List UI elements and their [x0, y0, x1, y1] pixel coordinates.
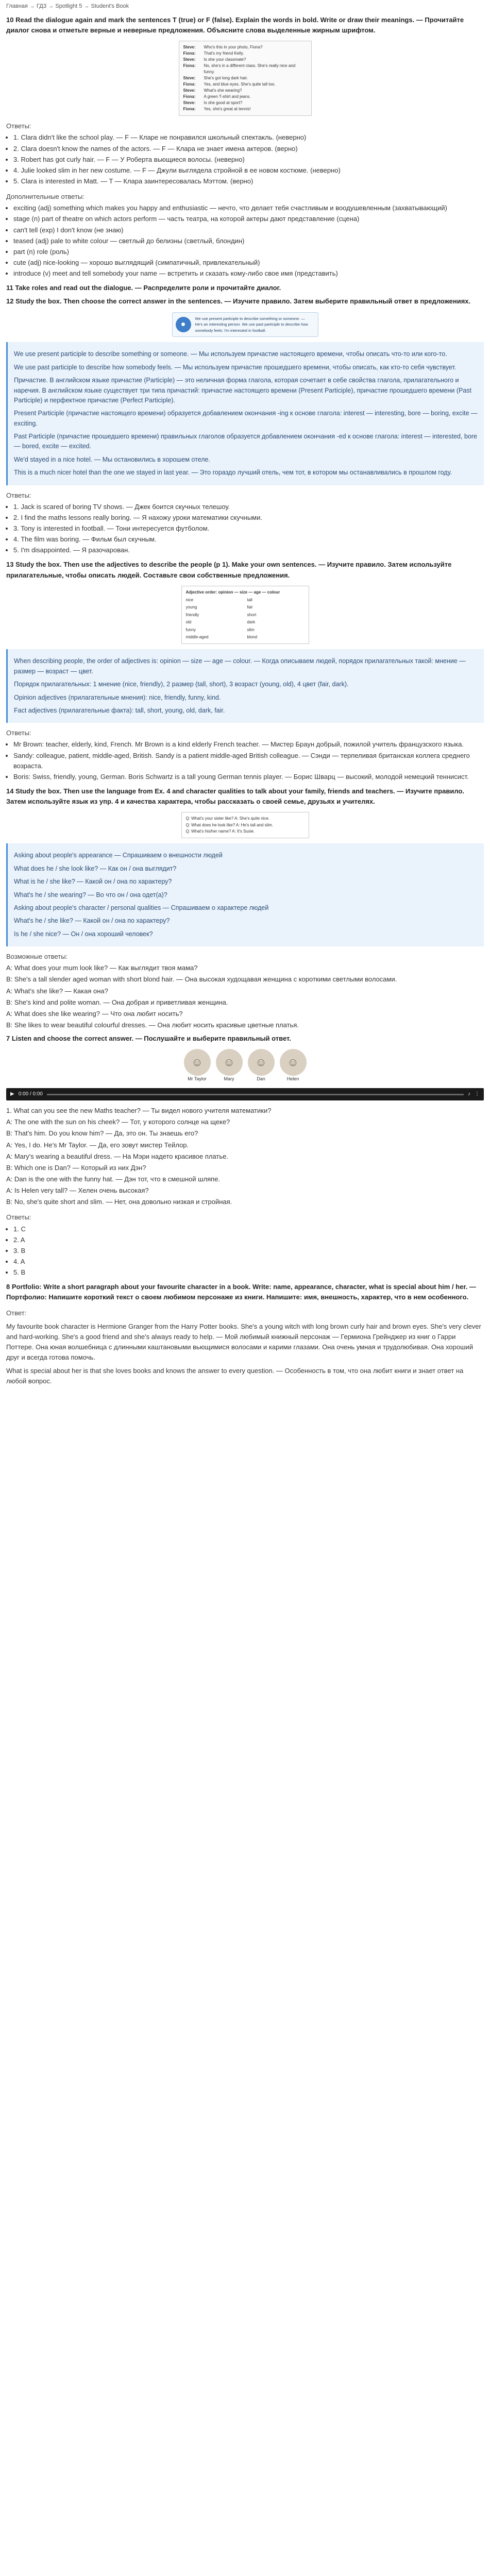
vocabulary-item: • cute (adj) nice-looking — хорошо выглядящий (симпатичный, привлекательный) [13, 258, 484, 268]
ex15-transcript [6, 1106, 484, 1207]
breadcrumb: Главная → ГДЗ → Spotlight 5 → Student's Book [6, 3, 129, 9]
owl-icon: ● [176, 317, 191, 332]
people-image [6, 1049, 484, 1083]
info-paragraph: Причастие. В английском языке причастие (Participle) — это неличная форма глагола, которая сочетает в себе свойства глагола, прилагательного и наречия. В английском языке существует три типа причастий: причастие настоящего времени (Present Participle), причастие прошедшего времени (Past Participle) и перфектное причастие (Perfect Participle). [14, 377, 472, 404]
dialogue-speaker: Fiona: [183, 82, 196, 87]
answer-item: • 3. B [13, 1246, 484, 1256]
dialogue-text: What's she wearing? [204, 88, 242, 93]
adjective-cell: funny [185, 627, 196, 632]
transcript-line: A: Dan is the one with the funny hat. — Дэн тот, что в смешной шляпе. [6, 1175, 221, 1183]
dialogue-line [183, 94, 307, 100]
info-paragraph: Is he / she nice? — Он / она хороший человек? [14, 930, 153, 938]
qa-box [181, 812, 309, 838]
answers-label: Ответы: [6, 1213, 31, 1222]
ex10-extra [6, 203, 484, 279]
info-paragraph: What's he / she wearing? — Во что он / она одет(а)? [14, 891, 167, 899]
answer-line: A: What does your mum look like? — Как выглядит твоя мама? [6, 964, 198, 972]
dialogue-line [183, 106, 307, 112]
answer-line: B: She's a tall slender aged woman with short blond hair. — Она высокая худощавая женщина с короткими светлыми волосами. [6, 975, 397, 984]
dialogue-text: That's my friend Kelly. [204, 51, 244, 56]
dialogue-speaker: Steve: [183, 57, 196, 62]
dialogue-line [183, 88, 307, 94]
answer-item: • 3. Tony is interested in football. — Тони интересуется футболом. [13, 523, 484, 534]
info-paragraph: What's he / she like? — Какой он / она по характеру? [14, 917, 170, 925]
adjective-cell: dark [247, 620, 256, 625]
info-paragraph: Fact adjectives (прилагательные факта): tall, short, young, old, dark, fair. [14, 706, 225, 714]
dialogue-line [183, 44, 307, 50]
adjective-cell: friendly [185, 612, 199, 617]
exercise-10-task: 10 Read the dialogue again and mark the sentences T (true) or F (false). Explain the words in bold. Write or draw their meanings. — Прочитайте диалог снова и отметьте верные и неверные предложения. Объясните слова выделенные жирным шрифтом. [6, 16, 464, 35]
dialogue-line [183, 63, 307, 75]
exercise-15-task: 7 Listen and choose the correct answer. — Послушайте и выберите правильный ответ. [6, 1035, 291, 1043]
qa-image [6, 812, 484, 838]
answer-item: • 2. I find the maths lessons really boring. — Я нахожу уроки математики скучными. [13, 513, 484, 523]
answers-label: Ответы: [6, 729, 31, 737]
answer-item: • 5. Clara is interested in Matt. — T — Клара заинтересовалась Мэттом. (верно) [13, 176, 484, 187]
person-name: Mr Taylor [188, 1076, 207, 1082]
exercise-12-task: 12 Study the box. Then choose the correct answer in the sentences. — Изучите правило. Затем выберите правильный ответ в предложениях. [6, 297, 471, 306]
vocabulary-item: • introduce (v) meet and tell somebody your name — встретить и сказать кому-либо свое имя (представить) [13, 268, 484, 279]
audio-time: 0:00 / 0:00 [18, 1091, 43, 1097]
answers-label: Возможные ответы: [6, 953, 68, 961]
transcript-line: A: Mary's wearing a beautiful dress. — На Мэри надето красивое платье. [6, 1152, 229, 1160]
vocabulary-item: • teased (adj) pale to white colour — светлый до белизны (светлый, блондин) [13, 236, 484, 246]
info-paragraph: When describing people, the order of adjectives is: opinion — size — age — colour. — Когда описываем людей, порядок прилагательных такой: мнение — размер — возраст — цвет. [14, 657, 466, 675]
audio-player[interactable] [6, 1088, 484, 1100]
ex15-answers [6, 1224, 484, 1278]
adjective-cell: tall [247, 598, 252, 603]
ex11-answers [6, 502, 484, 556]
transcript-line: A: The one with the sun on his cheek? — Тот, у которого солнце на щеке? [6, 1118, 230, 1126]
dialogue-speaker: Fiona: [183, 94, 196, 99]
person [280, 1049, 307, 1083]
answer-item: • 3. Robert has got curly hair. — F — У Роберта вьющиеся волосы. (неверно) [13, 155, 484, 165]
adjective-cell: fair [247, 605, 253, 610]
answer-line: A: What's she like? — Какая она? [6, 987, 108, 995]
qa-line: Q: What's his/her name? A: It's Susie. [185, 829, 255, 834]
person-avatar: ☺ [280, 1049, 307, 1076]
dialogue-speaker: Steve: [183, 45, 196, 50]
answer-item: • 5. I'm disappointed. — Я разочарован. [13, 545, 484, 555]
dialogue-text: Who's this in your photo, Fiona? [204, 45, 263, 50]
ex10-answers [6, 132, 484, 187]
dialogue-speaker: Fiona: [183, 63, 196, 69]
person-avatar: ☺ [184, 1049, 211, 1076]
participle-info-box [6, 342, 484, 485]
adjective-cell: nice [185, 598, 194, 603]
callout-text: We use present participle to describe something or someone. — He's an interesting person. We use past participle to describe how somebody feels: I'm interested in football. [195, 316, 308, 333]
dialogue-speaker: Steve: [183, 88, 196, 93]
info-paragraph: What does he / she look like? — Как он / она выглядит? [14, 865, 177, 872]
dialogue-line [183, 100, 307, 106]
dialogue-speaker: Fiona: [183, 107, 196, 112]
vocabulary-item: • part (n) role (роль) [13, 247, 484, 257]
info-paragraph: Asking about people's character / personal qualities — Спрашиваем о характере людей [14, 904, 269, 911]
qa-line: Q: What does he look like? A: He's tall and slim. [185, 822, 274, 827]
adjective-info-box [6, 649, 484, 723]
answer-line: A: What does she like wearing? — Что она любит носить? [6, 1009, 183, 1018]
volume-icon[interactable]: ♪ [468, 1091, 470, 1097]
dialogue-line [183, 57, 307, 63]
transcript-line: B: Which one is Dan? — Который из них Дэн? [6, 1163, 146, 1172]
dialogue-line [183, 75, 307, 81]
person [184, 1049, 211, 1083]
transcript-line: A: Yes, I do. He's Mr Taylor. — Да, его зовут мистер Тейлор. [6, 1141, 189, 1149]
ex13-answers [6, 739, 484, 782]
answers-label: Ответы: [6, 122, 31, 130]
dialogue-text: She's got long dark hair. [204, 76, 248, 81]
answer-item: • 4. A [13, 1257, 484, 1267]
transcript-line: 1. What can you see the new Maths teacher? — Ты видел нового учителя математики? [6, 1107, 272, 1115]
answer-line: B: She's kind and polite woman. — Она добрая и приветливая женщина. [6, 998, 228, 1006]
vocabulary-item: • can't tell (exp) I don't know (не знаю) [13, 225, 484, 235]
vocabulary-item: • exciting (adj) something which makes you happy and enthusiastic — нечто, что делает тебя счастливым и воодушевленным (захватывающий) [13, 203, 484, 213]
info-paragraph: We use past participle to describe how somebody feels. — Мы используем причастие прошедшего времени, чтобы описать, как кто-то себя чувствует. [14, 363, 457, 371]
play-icon[interactable]: ▶ [10, 1091, 14, 1097]
participle-callout [172, 312, 318, 337]
person-avatar: ☺ [216, 1049, 243, 1076]
portfolio-paragraph: My favourite book character is Hermione Granger from the Harry Potter books. She's a young witch with long brown curly hair and brown eyes. She's very clever and hard-working. She's a good friend and she's always ready to help. — Мой любимый книжный персонаж — Гермиона Грейнджер из книг о Гарри Поттере. Она юная волшебница с длинными каштановыми вьющимися волосами и карими глазами. Она очень умная и трудолюбивая. Она хороший друг и всегда готова помочь. [6, 1322, 481, 1362]
info-paragraph: Asking about people's appearance — Спрашиваем о внешности людей [14, 852, 223, 859]
dialogue-text: Is she good at sport? [204, 100, 243, 106]
people-row [184, 1049, 307, 1083]
exercise-16-task: 8 Portfolio: Write a short paragraph about your favourite character in a book. Write: name, appearance, character, what is special about him / her. — Портфолио: Напишите короткий текст о своем любимом персонаже из книги. Напишите: имя, внешность, характер, что в нем особенного. [6, 1283, 476, 1301]
answers-label: Ответы: [6, 491, 31, 499]
dialogue-text: Yes, and blue eyes. She's quite tall too. [204, 82, 276, 87]
portfolio-paragraphs [6, 1321, 484, 1387]
adjective-cell: blond [247, 635, 258, 640]
info-paragraph: Past Participle (причастие прошедшего времени) правильных глаголов образуется добавлением окончания -ed к основе глагола: interest — interested, bore — bored, excite — excited. [14, 433, 477, 450]
answer-item: • 1. C [13, 1224, 484, 1234]
info-paragraph: Opinion adjectives (прилагательные мнения): nice, friendly, funny, kind. [14, 693, 221, 701]
person-name: Mary [224, 1076, 234, 1082]
answer-item: • 4. Julie looked slim in her new costume. — F — Джули выглядела стройной в ее новом костюме. (неверно) [13, 165, 484, 176]
qa-line: Q: What's your sister like? A: She's quite nice. [185, 816, 270, 821]
dialogue-line [183, 50, 307, 57]
dialogue-text: Yes, she's great at tennis! [204, 107, 251, 112]
adjective-grid [186, 597, 305, 640]
answer-item: • Sandy: colleague, patient, middle-aged, British. Sandy is a patient middle-aged British colleague. — Сэнди — терпеливая британская коллега среднего возраста. [13, 751, 484, 771]
transcript-line: B: That's him. Do you know him? — Да, это он. Ты знаешь его? [6, 1129, 198, 1138]
dialogue-speaker: Steve: [183, 76, 196, 81]
dialogue-box [179, 41, 312, 116]
person-name: Dan [257, 1076, 265, 1082]
adjective-cell: short [247, 612, 257, 617]
person-avatar: ☺ [248, 1049, 275, 1076]
exercise-14-task: 14 Study the box. Then use the language from Ex. 4 and character qualities to talk about your family, friends and teachers. — Изучите правило. Затем используйте язык из упр. 4 и качества характера, чтобы рассказать о своей семье, друзьях и учителях. [6, 787, 464, 806]
dialogue-text: Is she your classmate? [204, 57, 246, 62]
answer-item: • 4. The film was boring. — Фильм был скучным. [13, 534, 484, 545]
dialogue-text: A green T-shirt and jeans. [204, 94, 251, 99]
dialogue-line [183, 81, 307, 88]
adjective-cell: young [185, 605, 197, 610]
ex14-answers [6, 963, 484, 1030]
adjective-cell: old [185, 620, 192, 625]
extra-label: Дополнительные ответы: [6, 193, 85, 201]
dialogue-speaker: Fiona: [183, 51, 196, 56]
info-paragraph: What is he / she like? — Какой он / она по характеру? [14, 878, 172, 886]
answer-item: • 5. B [13, 1267, 484, 1278]
audio-progress-bar[interactable] [47, 1094, 464, 1095]
asking-info-box [6, 843, 484, 946]
vocabulary-item: • stage (n) part of theatre on which actors perform — часть театра, на которой актеры дают представление (сцена) [13, 214, 484, 224]
answer-item: • Mr Brown: teacher, elderly, kind, French. Mr Brown is a kind elderly French teacher. — Мистер Браун добрый, пожилой учитель французского языка. [13, 739, 484, 750]
adjective-cell: slim [247, 627, 255, 632]
adjective-order-image [6, 586, 484, 645]
example-label: Ответ: [6, 1309, 27, 1317]
transcript-line: A: Is Helen very tall? — Хелен очень высокая? [6, 1187, 149, 1195]
info-paragraph: We use present participle to describe something or someone. — Мы используем причастие настоящего времени, чтобы описать что-то или кого-то. [14, 350, 447, 358]
portfolio-paragraph: What is special about her is that she loves books and knows the answer to every question. — Особенность в том, что она любит книги и знает ответ на любой вопрос. [6, 1367, 464, 1385]
answer-item: • Boris: Swiss, friendly, young, German. Boris Schwartz is a tall young German tennis player. — Борис Шварц — высокий, молодой немецкий теннисист. [13, 772, 484, 782]
adjective-order-heading: Adjective order: opinion — size — age — colour [185, 589, 280, 595]
dialogue-text: No, she's in a different class. She's really nice and funny. [204, 63, 296, 75]
info-paragraph: Present Participle (причастие настоящего времени) образуется добавлением окончания -ing к основе глагола: interest — interesting, bore — boring, excite — exciting. [14, 410, 478, 427]
transcript-line: B: No, she's quite short and slim. — Нет, она довольно низкая и стройная. [6, 1198, 232, 1206]
person-name: Helen [286, 1076, 299, 1082]
answer-line: B: She likes to wear beautiful colourful dresses. — Она любит носить красивые цветные платья. [6, 1021, 299, 1029]
person [216, 1049, 243, 1083]
info-paragraph: Порядок прилагательных: 1 мнение (nice, friendly), 2 размер (tall, short), 3 возраст (young, old), 4 цвет (fair, dark). [14, 681, 349, 688]
info-paragraph: This is a much nicer hotel than the one we stayed in last year. — Это гораздо лучший отель, чем тот, в котором мы останавливались в прошлом году. [14, 469, 452, 477]
person [248, 1049, 275, 1083]
more-options-icon[interactable]: ⋮ [475, 1091, 480, 1097]
answer-item: • 2. A [13, 1235, 484, 1245]
participle-callout-image [6, 312, 484, 337]
dialogue-image [6, 41, 484, 116]
info-paragraph: We'd stayed in a nice hotel. — Мы остановились в хорошем отеле. [14, 455, 210, 463]
answer-item: • 1. Jack is scared of boring TV shows. — Джек боится скучных телешоу. [13, 502, 484, 512]
adjective-order-box [181, 586, 309, 645]
dialogue-speaker: Steve: [183, 100, 196, 106]
exercise-11-task: 11 Take roles and read out the dialogue. — Распределите роли и прочитайте диалог. [6, 284, 281, 292]
exercise-13-task: 13 Study the box. Then use the adjectives to describe the people (p 1). Make your own sentences. — Изучите правило. Затем используйте прилагательные, чтобы описать людей. Составьте свои собственные предложения. [6, 561, 452, 579]
answer-item: • 2. Clara doesn't know the names of the actors. — F — Клара не знает имена актеров. (верно) [13, 144, 484, 154]
answer-item: • 1. Clara didn't like the school play. — F — Кларе не понравился школьный спектакль. (неверно) [13, 132, 484, 143]
adjective-cell: middle-aged [185, 635, 209, 640]
